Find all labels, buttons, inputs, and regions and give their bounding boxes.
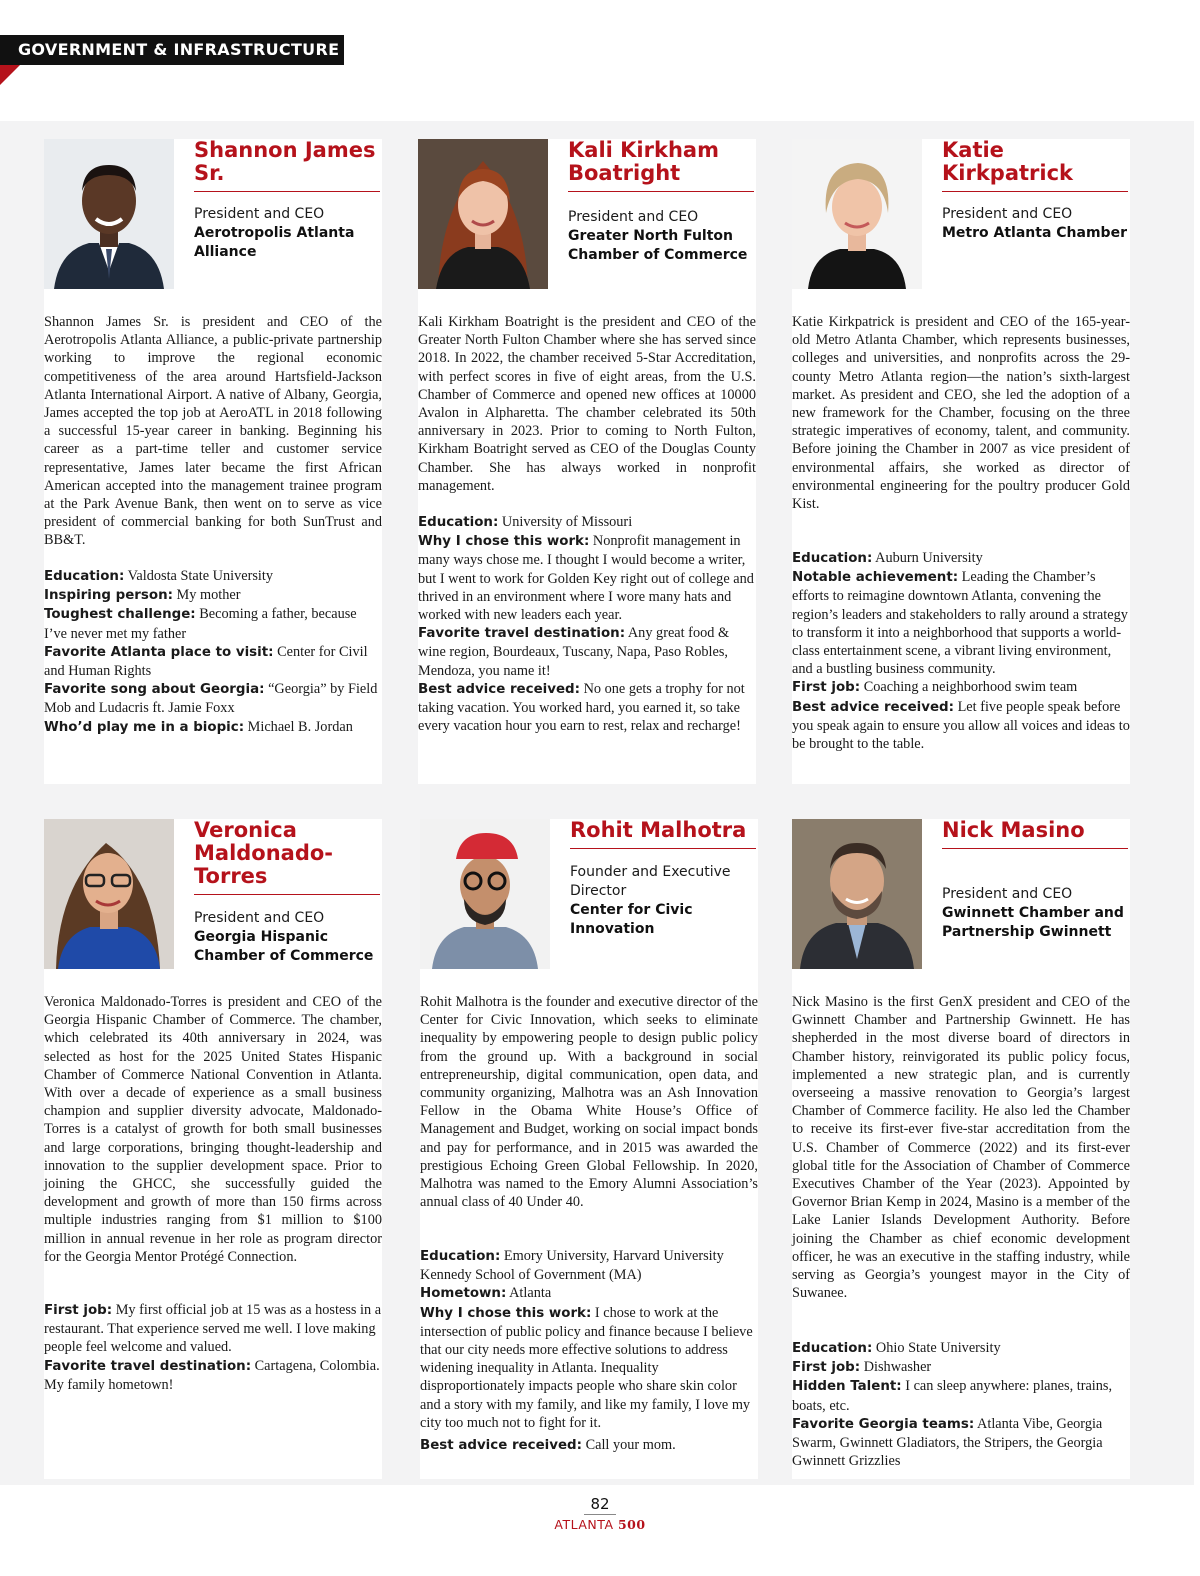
profile-card — [792, 819, 1130, 1479]
fact-item: Toughest challenge: Becoming a father, because I’ve never met my father — [44, 606, 357, 642]
fact-item: Education: Ohio State University — [792, 1340, 1001, 1356]
profile-bio: Katie Kirkpatrick is president and CEO of the 165-year-old Metro Atlanta Chamber, which represents businesses, colleges and universities, and nonprofits across the 29-county Metro Atlanta region—the nation’s sixth-largest market. As president and CEO, she led the adoption of a new framework for the Chamber, focusing on the three strategic imperatives of economy, talent, and community. Before joining the Chamber in 2007 as vice president of environmental affairs, she worked as director of environmental engineering for the poultry producer Gold Kist. — [792, 314, 1130, 513]
profile-facts — [792, 1339, 1130, 1470]
profile-org: Center for Civic Innovation — [570, 902, 693, 937]
profile-org: Aerotropolis Atlanta Alliance — [194, 225, 355, 260]
profile-bio: Nick Masino is the first GenX president and CEO of the Gwinnett Chamber and Partnership Gwinnett. He has shepherded in the most diverse board of directors in Chamber history, reinvigorated its public policy focus, implemented a new strategic plan, and is currently overseeing a massive renovation to Georgia’s largest Chamber of Commerce facility. He also led the Chamber to receive its first-ever five-star accreditation from the U.S. Chamber of Commerce (2022) and its first-ever global title for the Association of Chamber of Commerce Executives Chamber of the Year (2023). Appointed by Governor Brian Kemp in 2024, Masino is a member of the Lake Lanier Islands Development Authority. Before joining the Chamber as chief economic development officer, he was an executive in the staffing industry, while serving as Georgia’s youngest mayor in the City of Suwanee. — [792, 994, 1130, 1302]
profile-name: Rohit Malhotra — [570, 819, 756, 849]
page-footer — [0, 1495, 1200, 1532]
fact-item: First job: Dishwasher — [792, 1359, 932, 1376]
portrait-photo — [792, 139, 922, 289]
profile-facts — [420, 1247, 758, 1455]
profile-card — [418, 139, 756, 784]
profile-bio: Rohit Malhotra is the founder and executive director of the Center for Civic Innovation, which seeks to eliminate inequality by empowering people to design public policy from the ground up. With a background in social entrepreneurship, digital communication, open data, and community organizing, Malhotra was an Ash Innovation Fellow in the Obama White House’s Office of Management and Budget, working on social impact bonds and pay for performance, and in 2015 was awarded the prestigious Echoing Green Global Fellowship. In 2020, Malhotra was named to the Emory Alumni Association’s annual class of 40 Under 40. — [420, 994, 758, 1211]
fact-item: Notable achievement: Leading the Chamber’s efforts to reimagine downtown Atlanta, convening the region’s leaders and stakeholders to rally around a strategy to transform it into a neighborhood that supports a world-class entertainment scene, a vibrant living environment, and a bustling business community. — [792, 569, 1128, 678]
profile-org: Gwinnett Chamber and Partnership Gwinnett — [942, 905, 1124, 940]
fact-item: Education: Valdosta State University — [44, 568, 273, 584]
profile-org: Metro Atlanta Chamber — [942, 225, 1127, 241]
fact-item: Who’d play me in a biopic: Michael B. Jordan — [44, 718, 353, 735]
fact-item: Why I chose this work: I chose to work at the intersection of public policy and finance because I believe that our city needs more effective solutions to address widening inequality in Atlanta. Inequality disproportionately impacts people who share skin color and a story with my family, and like my family, I love my city too much not to fight for it. — [420, 1304, 753, 1431]
profile-bio: Veronica Maldonado-Torres is president and CEO of the Georgia Hispanic Chamber of Commerce. The chamber, which celebrated its 40th anniversary in 2024, was selected as host for the 2025 United States Hispanic Chamber of Commerce National Convention in Atlanta. With over a decade of experience as a small business champion and supplier diversity advocate, Maldonado-Torres is a catalyst of growth for both small businesses and large corporations, bringing thought-leadership and innovation to the supplier development space. Prior to joining the GHCC, she successfully guided the development and growth of more than 150 firms across multiple industries ranging from $1 million to $100 million in annual revenue in her role as program director for the Georgia Mentor Protégé Connection. — [44, 994, 382, 1265]
profile-facts — [44, 1301, 382, 1394]
fact-item: Favorite travel destination: Any great food & wine region, Bourdeaux, Tuscany, Napa, Paso Robles, Mendoza, you name it! — [418, 625, 730, 679]
profile-card — [420, 819, 758, 1479]
profile-role: Founder and Executive Director — [570, 864, 731, 899]
profile-bio: Kali Kirkham Boatright is the president and CEO of the Greater North Fulton Chamber where she has served since 2018. In 2022, the chamber received 5-Star Accreditation, with perfect scores in five of eight areas, from the U.S. Chamber of Commerce and opened new offices at 10000 Avalon in Alpharetta. The chamber celebrated its 50th anniversary in 2023. Prior to coming to North Fulton, Kirkham Boatright served as CEO of the Douglas County Chamber. She has always worked in nonprofit management. — [418, 314, 756, 494]
fact-item: Favorite Atlanta place to visit: Center for Civil and Human Rights — [44, 643, 368, 680]
fact-item: First job: My first official job at 15 was as a hostess in a restaurant. That experience served me well. I love making people feel welcome and valued. — [44, 1302, 382, 1356]
profile-facts — [418, 513, 756, 735]
portrait-photo — [418, 139, 548, 289]
section-tag-corner — [0, 65, 20, 85]
profile-card — [44, 819, 382, 1479]
profile-name: Kali Kirkham Boatright — [568, 139, 754, 192]
profile-name: Nick Masino — [942, 819, 1128, 849]
profile-name: Shannon James Sr. — [194, 139, 380, 192]
profile-card — [792, 139, 1130, 784]
fact-item: Hometown: Atlanta — [420, 1285, 552, 1302]
fact-item: Why I chose this work: Nonprofit management in many ways chose me. I thought I would become a writer, but I went to work for Golden Key right out of college and thrived in an environment where I wore many hats and worked with new leaders each year. — [418, 533, 754, 624]
fact-item: Education: Emory University, Harvard University Kennedy School of Government (MA) — [420, 1248, 724, 1284]
publication-brand: ATLANTA 500 — [554, 1517, 646, 1532]
fact-item: Favorite travel destination: Cartagena, Colombia. My family hometown! — [44, 1357, 380, 1393]
profile-role: President and CEO — [194, 910, 325, 926]
portrait-photo — [420, 819, 550, 969]
profile-org: Georgia Hispanic Chamber of Commerce — [194, 929, 374, 964]
profile-card — [44, 139, 382, 784]
fact-item: Favorite Georgia teams: Atlanta Vibe, Georgia Swarm, Gwinnett Gladiators, the Stripers, the Georgia Gwinnett Grizzlies — [792, 1415, 1103, 1470]
portrait-photo — [44, 139, 174, 289]
profile-facts — [44, 567, 382, 737]
fact-item: Education: Auburn University — [792, 550, 983, 566]
portrait-photo — [792, 819, 922, 969]
section-tag: GOVERNMENT & INFRASTRUCTURE — [0, 35, 344, 65]
profile-name: Veronica Maldonado-Torres — [194, 819, 380, 895]
fact-item: Favorite song about Georgia: “Georgia” by Field Mob and Ludacris ft. Jamie Foxx — [44, 681, 378, 717]
fact-item: Best advice received: Let five people speak before you speak again to ensure you allow all voices and ideas to be brought to the table. — [792, 698, 1130, 753]
fact-item: Best advice received: Call your mom. — [420, 1437, 676, 1454]
profile-role: President and CEO — [942, 886, 1073, 902]
profile-role: President and CEO — [194, 206, 325, 222]
fact-item: Education: University of Missouri — [418, 514, 633, 530]
fact-item: Inspiring person: My mother — [44, 587, 241, 604]
fact-item: Hidden Talent: I can sleep anywhere: planes, trains, boats, etc. — [792, 1378, 1113, 1414]
profile-bio: Shannon James Sr. is president and CEO of the Aerotropolis Atlanta Alliance, a public-private partnership working to improve the regional economic competitiveness of the area around Hartsfield-Jackson Atlanta International Airport. A native of Albany, Georgia, James accepted the top job at AeroATL in 2018 following a successful 15-year career in banking. Beginning his career as a part-time teller and customer service representative, James later became the first African American accepted into the management trainee program at the Park Avenue Bank, then went on to serve as vice president of commercial banking for both SunTrust and BB&T. — [44, 314, 382, 549]
fact-item: Best advice received: No one gets a trophy for not taking vacation. You worked hard, you earned it, so take every vacation hour you earn to rest, relax and recharge! — [418, 680, 745, 735]
profile-name: Katie Kirkpatrick — [942, 139, 1128, 192]
profile-role: President and CEO — [942, 206, 1073, 222]
profile-org: Greater North Fulton Chamber of Commerce — [568, 228, 748, 263]
portrait-photo — [44, 819, 174, 969]
fact-item: First job: Coaching a neighborhood swim team — [792, 679, 1078, 696]
page-number: 82 — [584, 1495, 615, 1515]
profile-facts — [792, 549, 1130, 753]
profile-role: President and CEO — [568, 209, 699, 225]
